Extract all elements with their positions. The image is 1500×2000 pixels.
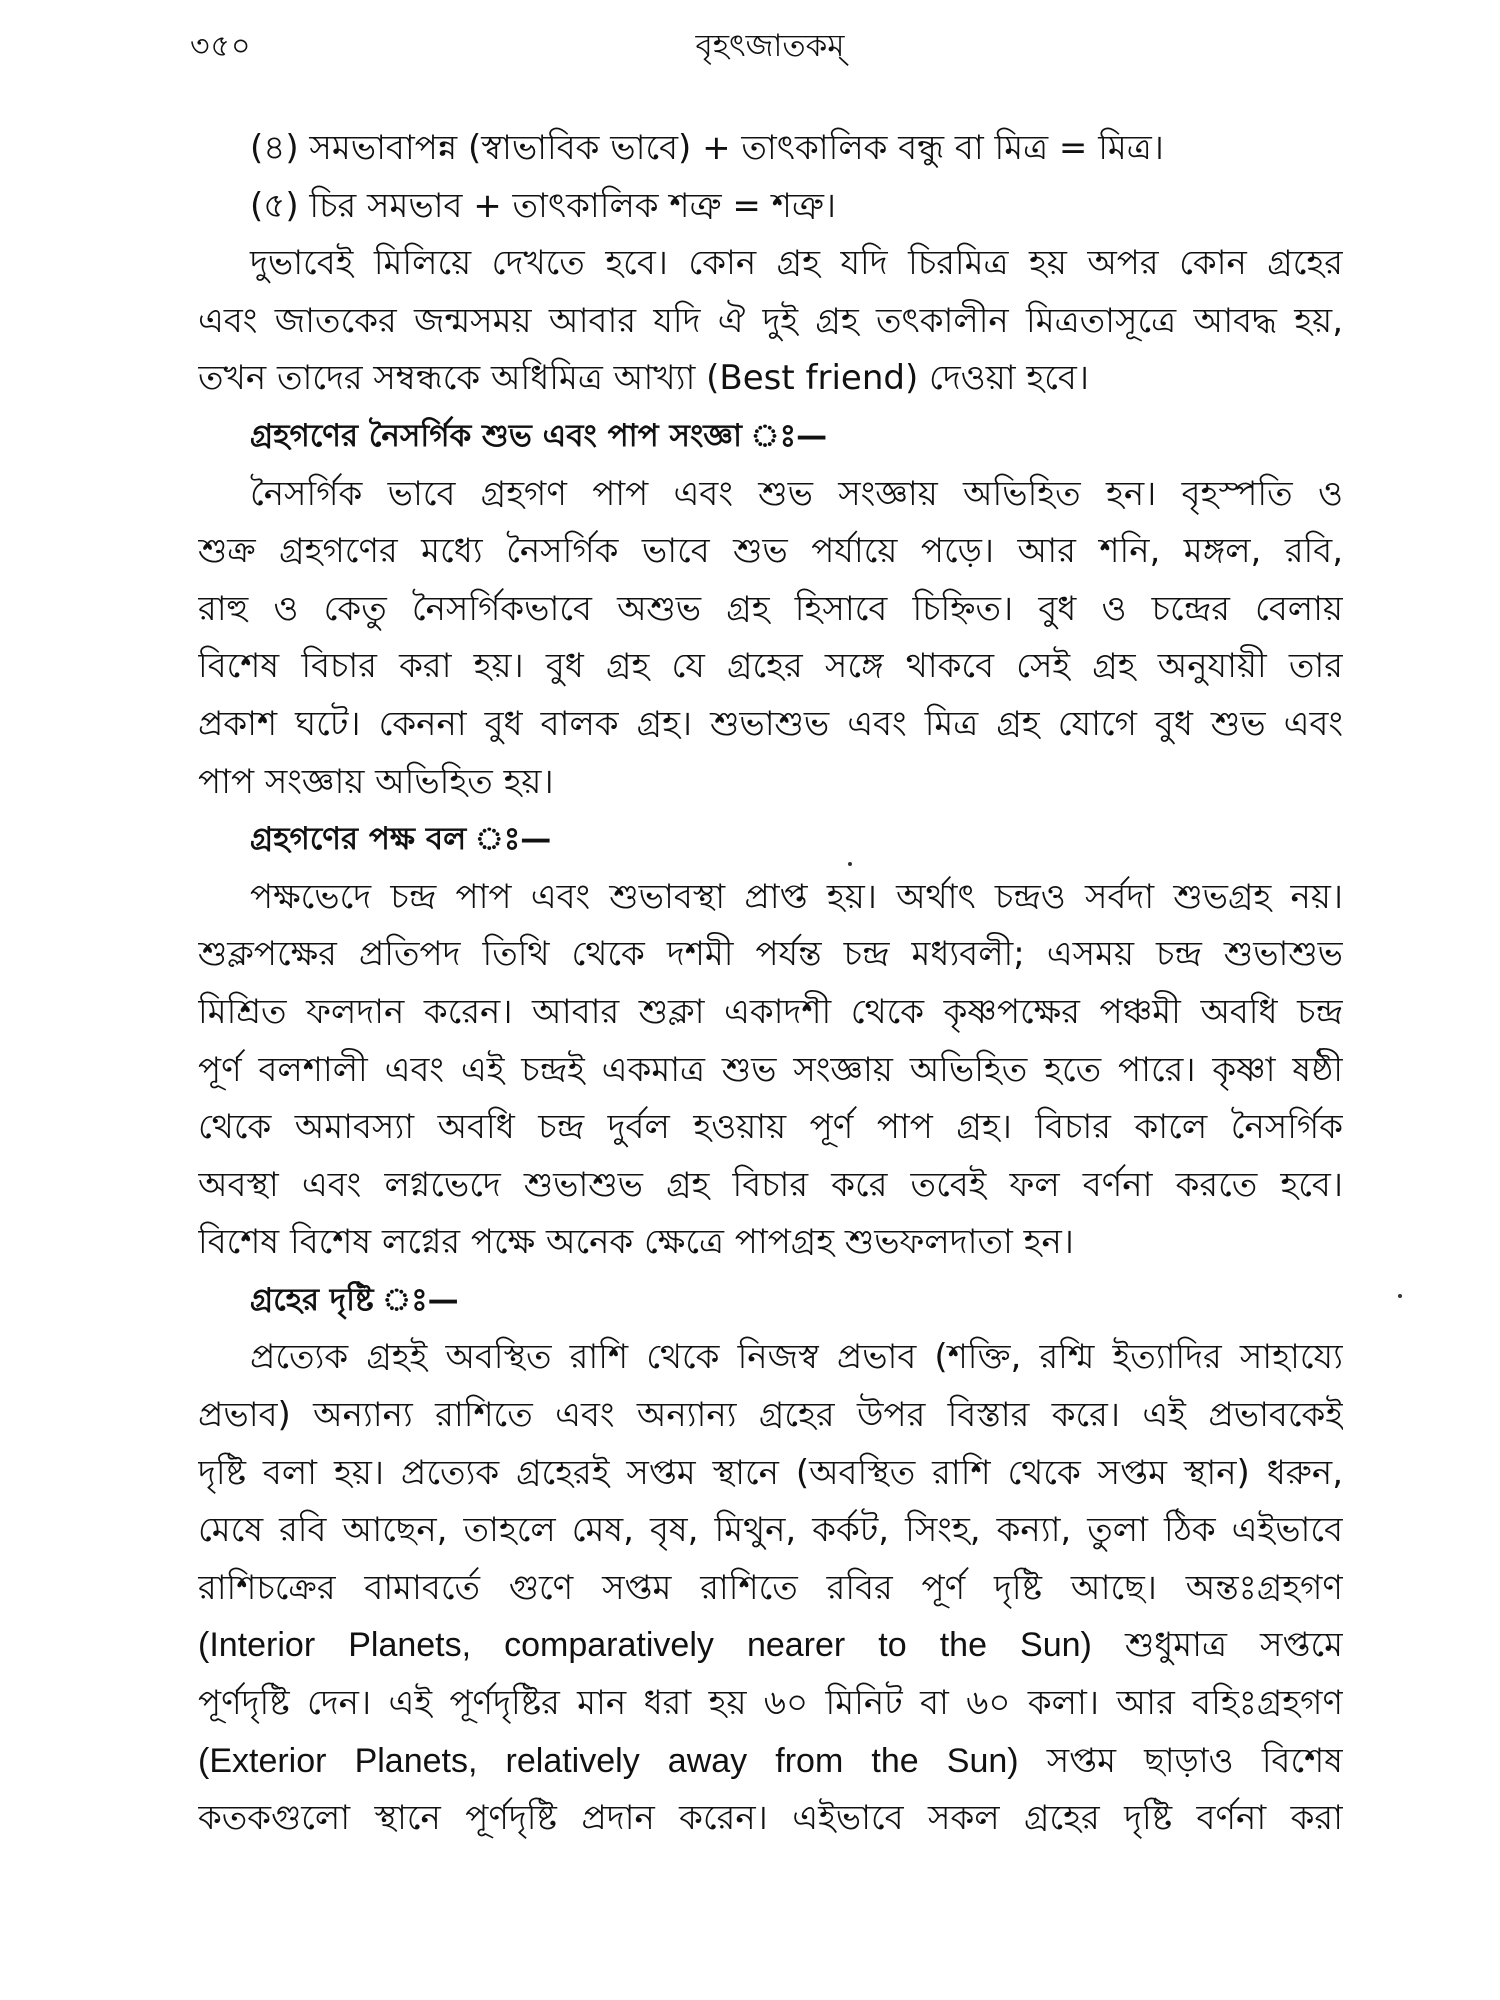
text-line: (৪) সমভাবাপন্ন (স্বাভাবিক ভাবে) + তাৎকালিক বন্ধু বা মিত্র = মিত্র। <box>250 128 1164 168</box>
text-line: শুক্লপক্ষের প্রতিপদ তিথি থেকে দশমী পর্যন্ত চন্দ্র মধ্যবলী; এসময় চন্দ্র শুভাশুভ <box>198 934 1343 975</box>
text-line: প্রত্যেক গ্রহই অবস্থিত রাশি থেকে নিজস্ব প্রভাব (শক্তি, রশ্মি ইত্যাদির সাহায্যে <box>250 1337 1343 1378</box>
text-line: থেকে অমাবস্যা অবধি চন্দ্র দুর্বল হওয়ায় পূর্ণ পাপ গ্রহ। বিচার কালে নৈসর্গিক <box>198 1107 1343 1148</box>
text-line: নৈসর্গিক ভাবে গ্রহগণ পাপ এবং শুভ সংজ্ঞায় অভিহিত হন। বৃহস্পতি ও <box>250 473 1343 514</box>
text-line: শুক্র গ্রহগণের মধ্যে নৈসর্গিক ভাবে শুভ পর্যায়ে পড়ে। আর শনি, মঙ্গল, রবি, <box>198 531 1343 572</box>
text-line: মেষে রবি আছেন, তাহলে মেষ, বৃষ, মিথুন, কর্কট, সিংহ, কন্যা, তুলা ঠিক এইভাবে <box>198 1510 1343 1551</box>
section-heading: গ্রহগণের পক্ষ বল ঃ— <box>250 821 552 858</box>
text-line: (Exterior Planets, relatively away from the Sun) সপ্তম ছাড়াও বিশেষ <box>198 1741 1343 1780</box>
scan-speck <box>1398 1294 1402 1298</box>
text-line: (৫) চির সমভাব + তাৎকালিক শত্রু = শত্রু। <box>250 185 837 226</box>
text-line: বিশেষ বিচার করা হয়। বুধ গ্রহ যে গ্রহের সঙ্গে থাকবে সেই গ্রহ অনুযায়ী তার <box>198 646 1343 687</box>
section-heading: গ্রহগণের নৈসর্গিক শুভ এবং পাপ সংজ্ঞা ঃ— <box>250 417 828 454</box>
text-line: মিশ্রিত ফলদান করেন। আবার শুক্লা একাদশী থেকে কৃষ্ণপক্ষের পঞ্চমী অবধি চন্দ্র <box>198 991 1343 1032</box>
text-line: দৃষ্টি বলা হয়। প্রত্যেক গ্রহেরই সপ্তম স্থানে (অবস্থিত রাশি থেকে সপ্তম স্থান) ধরুন, <box>198 1452 1343 1493</box>
text-line: বিশেষ বিশেষ লগ্নের পক্ষে অনেক ক্ষেত্রে পাপগ্রহ শুভফলদাতা হন। <box>198 1222 1074 1263</box>
text-line: এবং জাতকের জন্মসময় আবার যদি ঐ দুই গ্রহ তৎকালীন মিত্রতাসূত্রে আবদ্ধ হয়, <box>198 300 1343 341</box>
text-line: তখন তাদের সম্বন্ধকে অধিমিত্র আখ্যা (Best friend) দেওয়া হবে। <box>198 358 1090 399</box>
text-line: (Interior Planets, comparatively nearer to the Sun) শুধুমাত্র সপ্তমে <box>198 1626 1343 1665</box>
text-line: পাপ সংজ্ঞায় অভিহিত হয়। <box>198 761 554 802</box>
text-line: অবস্থা এবং লগ্নভেদে শুভাশুভ গ্রহ বিচার করে তবেই ফল বর্ণনা করতে হবে। <box>198 1164 1343 1205</box>
section-heading: গ্রহের দৃষ্টি ঃ— <box>250 1281 459 1318</box>
text-line: প্রকাশ ঘটে। কেননা বুধ বালক গ্রহ। শুভাশুভ এবং মিত্র গ্রহ যোগে বুধ শুভ এবং <box>198 703 1343 744</box>
body-text <box>198 120 1343 1848</box>
text-line: রাহু ও কেতু নৈসর্গিকভাবে অশুভ গ্রহ হিসাবে চিহ্নিত। বুধ ও চন্দ্রের বেলায় <box>198 588 1343 629</box>
text-line: দুভাবেই মিলিয়ে দেখতে হবে। কোন গ্রহ যদি চিরমিত্র হয় অপর কোন গ্রহের <box>250 243 1343 284</box>
page-number: ৩৫০ <box>190 29 252 64</box>
text-line: কতকগুলো স্থানে পূর্ণদৃষ্টি প্রদান করেন। এইভাবে সকল গ্রহের দৃষ্টি বর্ণনা করা <box>198 1798 1343 1839</box>
text-line: পূর্ণ বলশালী এবং এই চন্দ্রই একমাত্র শুভ সংজ্ঞায় অভিহিত হতে পারে। কৃষ্ণা ষষ্ঠী <box>198 1049 1343 1090</box>
page-header <box>190 18 1350 68</box>
text-line: রাশিচক্রের বামাবর্তে গুণে সপ্তম রাশিতে রবির পূর্ণ দৃষ্টি আছে। অন্তঃগ্রহগণ <box>198 1567 1343 1608</box>
scan-speck <box>848 862 852 866</box>
text-line: পূর্ণদৃষ্টি দেন। এই পূর্ণদৃষ্টির মান ধরা হয় ৬০ মিনিট বা ৬০ কলা। আর বহিঃগ্রহগণ <box>198 1683 1343 1724</box>
text-line: প্রভাব) অন্যান্য রাশিতে এবং অন্যান্য গ্রহের উপর বিস্তার করে। এই প্রভাবকেই <box>198 1395 1343 1436</box>
text-line: পক্ষভেদে চন্দ্র পাপ এবং শুভাবস্থা প্রাপ্ত হয়। অর্থাৎ চন্দ্রও সর্বদা শুভগ্রহ নয়। <box>250 876 1343 917</box>
running-title: বৃহৎজাতকম্ <box>695 28 845 64</box>
